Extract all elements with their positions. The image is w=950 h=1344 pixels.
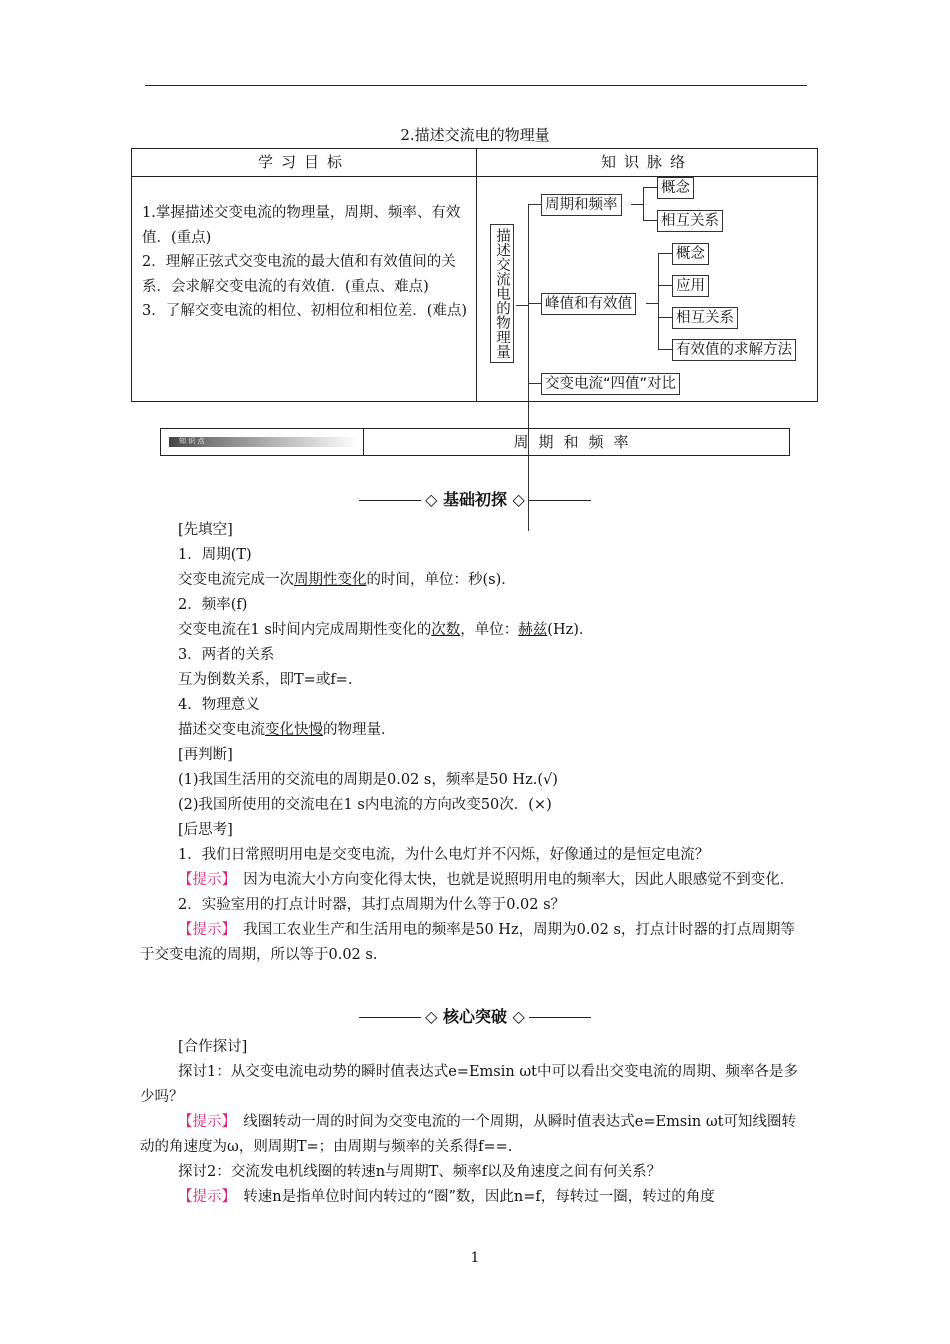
col-header-objectives: 学习目标 <box>257 153 350 171</box>
mindmap-leaf-application: 应用 <box>672 275 709 297</box>
hint-label: 【提示】 <box>178 1189 229 1205</box>
mindmap-leaf-concept: 概念 <box>657 177 694 199</box>
heading-core: ◇ 核心突破 ◇ <box>0 1004 950 1027</box>
hint-label: 【提示】 <box>178 872 229 888</box>
core-content <box>140 1035 808 1210</box>
label-think: [后思考] <box>178 822 233 838</box>
heading-basic: ◇ 基础初探 ◇ <box>0 487 950 510</box>
mindmap-leaf-method: 有效值的求解方法 <box>672 339 796 361</box>
objectives-table <box>131 148 818 402</box>
mindmap-branch-peak: 峰值和有效值 <box>541 293 636 315</box>
judge-item: (2)我国所使用的交流电在1 s内电流的方向改变50次．(×) <box>178 797 552 813</box>
label-fill: [先填空] <box>178 522 233 538</box>
objectives-list <box>142 201 470 324</box>
discussion: 探讨1：从交变电流电动势的瞬时值表达式e=Emsin ωt中可以看出交变电流的周期、频率各是多少吗？ <box>140 1064 798 1105</box>
hint-label: 【提示】 <box>178 1114 229 1130</box>
answer: 【提示】 我国工农业生产和生活用电的频率是50 Hz，周期为0.02 s，打点计时器的打点周期等于交变电流的周期，所以等于0.02 s. <box>140 922 795 963</box>
hint-label: 【提示】 <box>178 922 229 938</box>
mindmap-leaf-relation: 相互关系 <box>672 307 738 329</box>
basic-content <box>140 518 808 968</box>
page-title: 2.描述交流电的物理量 <box>400 126 550 144</box>
question: 2．实验室用的打点计时器，其打点周期为什么等于0.02 s？ <box>178 897 566 913</box>
page-number: 1 <box>470 1250 480 1266</box>
question: 1．我们日常照明用电是交变电流，为什么电灯并不闪烁，好像通过的是恒定电流？ <box>178 847 710 863</box>
section-tag: 知 识 点 <box>169 437 359 447</box>
mindmap-branch-compare: 交变电流“四值”对比 <box>541 373 680 395</box>
item-title: 3．两者的关系 <box>178 647 275 663</box>
label-judge: [再判断] <box>178 747 233 763</box>
item-text: 交变电流在1 s时间内完成周期性变化的次数，单位：赫兹(Hz)． <box>178 622 594 638</box>
mindmap-root: 描述交流电的物理量 <box>490 224 514 363</box>
item-text: 描述交变电流变化快慢的物理量． <box>178 722 396 738</box>
discussion: 探讨2：交流发电机线圈的转速n与周期T、频率f以及角速度之间有何关系？ <box>178 1164 662 1180</box>
section-bar <box>160 428 790 456</box>
objective-item: 3．了解交变电流的相位、初相位和相位差．(难点) <box>142 303 468 319</box>
col-header-knowledge: 知识脉络 <box>600 153 693 171</box>
answer: 【提示】 因为电流大小方向变化得太快，也就是说照明用电的频率大，因此人眼感觉不到变化． <box>178 872 795 888</box>
item-title: 2．频率(f) <box>178 597 248 613</box>
mindmap-leaf-relation: 相互关系 <box>657 210 723 232</box>
objective-item: 2．理解正弦式交变电流的最大值和有效值间的关系．会求解交变电流的有效值．(重点、难点) <box>142 254 456 295</box>
judge-item: (1)我国生活用的交流电的周期是0.02 s，频率是50 Hz.(√) <box>178 772 558 788</box>
label-coop: [合作探讨] <box>178 1039 248 1055</box>
mindmap-branch-period: 周期和频率 <box>541 194 622 216</box>
item-title: 4．物理意义 <box>178 697 260 713</box>
answer: 【提示】 转速n是指单位时间内转过的“圈”数，因此n=f，每转过一圈，转过的角度 <box>178 1189 715 1205</box>
answer: 【提示】 线圈转动一周的时间为交变电流的一个周期，从瞬时值表达式e=Emsin ωt可知线圈转动的角速度为ω，则周期T=；由周期与频率的关系得f==. <box>140 1114 796 1155</box>
mindmap-leaf-concept: 概念 <box>672 243 709 265</box>
item-title: 1．周期(T) <box>178 547 252 563</box>
header-rule <box>145 85 807 86</box>
item-text: 交变电流完成一次周期性变化的时间，单位：秒(s)． <box>178 572 516 588</box>
knowledge-mindmap <box>476 177 818 401</box>
item-text: 互为倒数关系，即T=或f=. <box>178 672 353 688</box>
section-title: 周期和频率 <box>513 433 639 451</box>
objective-item: 1.掌握描述交变电流的物理量，周期、频率、有效值．(重点) <box>142 205 461 246</box>
